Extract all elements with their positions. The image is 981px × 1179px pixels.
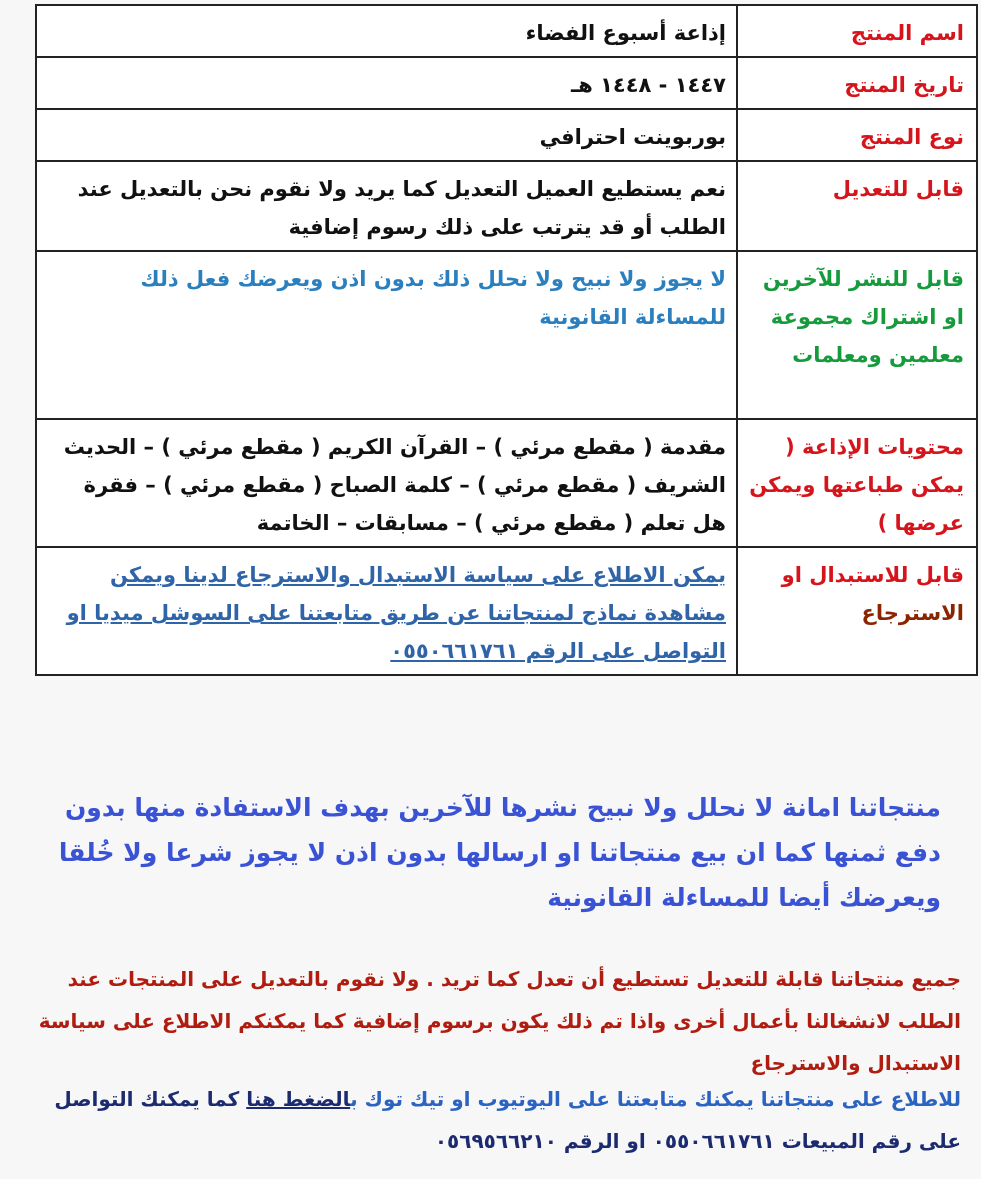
notice-editing: جميع منتجاتنا قابلة للتعديل تستطيع أن تعدل كما تريد . ولا نقوم بالتعديل على المنتجات عند الطلب لانشغالنا بأعمال أخرى واذا تم ذلك يكون برسوم إضافية كما يمكنكم الاطلاع على سياسة الاستبدال والاسترجاع (38, 967, 961, 1075)
product-spec-table (35, 4, 978, 676)
value-contents: مقدمة ( مقطع مرئي ) – القرآن الكريم ( مقطع مرئي ) – الحديث الشريف ( مقطع مرئي ) – كلمة الصباح ( مقطع مرئي ) – فقرة هل تعلم ( مقطع مرئي ) – مسابقات – الخاتمة (36, 419, 737, 547)
label-editable: قابل للتعديل (737, 161, 977, 251)
row-contents (36, 419, 977, 547)
value-product-date: ١٤٤٧ - ١٤٤٨ هـ (36, 57, 737, 109)
row-product-type (36, 109, 977, 161)
label-sharing-part2: للآخرين او اشتراك مجموعة معلمين ومعلمات (762, 267, 964, 367)
value-sharing: لا يجوز ولا نبيح ولا نحلل ذلك بدون اذن ويعرضك فعل ذلك للمساءلة القانونية (36, 251, 737, 419)
value-editable: نعم يستطيع العميل التعديل كما يريد ولا نقوم نحن بالتعديل عند الطلب أو قد يترتب على ذلك رسوم إضافية (36, 161, 737, 251)
label-sharing (737, 251, 977, 419)
label-product-type: نوع المنتج (737, 109, 977, 161)
row-return (36, 547, 977, 675)
label-contents: محتويات الإذاعة ( يمكن طباعتها ويمكن عرضها ) (737, 419, 977, 547)
row-product-date (36, 57, 977, 109)
label-return-part2: الاسترجاع (861, 601, 964, 625)
return-policy-link[interactable]: يمكن الاطلاع على سياسة الاستبدال والاسترجاع لدينا ويمكن مشاهدة نماذج لمنتجاتنا عن طريق متابعتنا على السوشل ميديا او التواصل على الرقم ٠٥٥٠٦٦١٧٦١ (66, 563, 726, 663)
label-sharing-part1: قابل للنشر (848, 267, 964, 291)
label-return-part1: قابل للاستبدال او (781, 563, 964, 587)
notice-contact-before: للاطلاع على منتجاتنا يمكنك متابعتنا على اليوتيوب او تيك توك ب (350, 1087, 961, 1111)
label-return (737, 547, 977, 675)
row-editable (36, 161, 977, 251)
label-product-name: اسم المنتج (737, 5, 977, 57)
click-here-link[interactable]: الضغط هنا (246, 1087, 351, 1111)
row-product-name (36, 5, 977, 57)
row-sharing (36, 251, 977, 419)
notice-contact (25, 1078, 961, 1162)
notice-trust: منتجاتنا امانة لا نحلل ولا نبيح نشرها للآخرين بهدف الاستفادة منها بدون دفع ثمنها كما ان بيع منتجاتنا او ارسالها بدون اذن لا يجوز شرعا ولا خُلقا ويعرضك أيضا للمساءلة القانونية (58, 793, 941, 912)
value-product-name: إذاعة أسبوع الفضاء (36, 5, 737, 57)
value-product-type: بوربوينت احترافي (36, 109, 737, 161)
label-product-date: تاريخ المنتج (737, 57, 977, 109)
value-return[interactable] (36, 547, 737, 675)
notice-contact-after: كما يمكنك التواصل على رقم المبيعات ٠٥٥٠٦٦١٧٦١ او الرقم ٠٥٦٩٥٦٦٢١٠ (54, 1087, 961, 1153)
